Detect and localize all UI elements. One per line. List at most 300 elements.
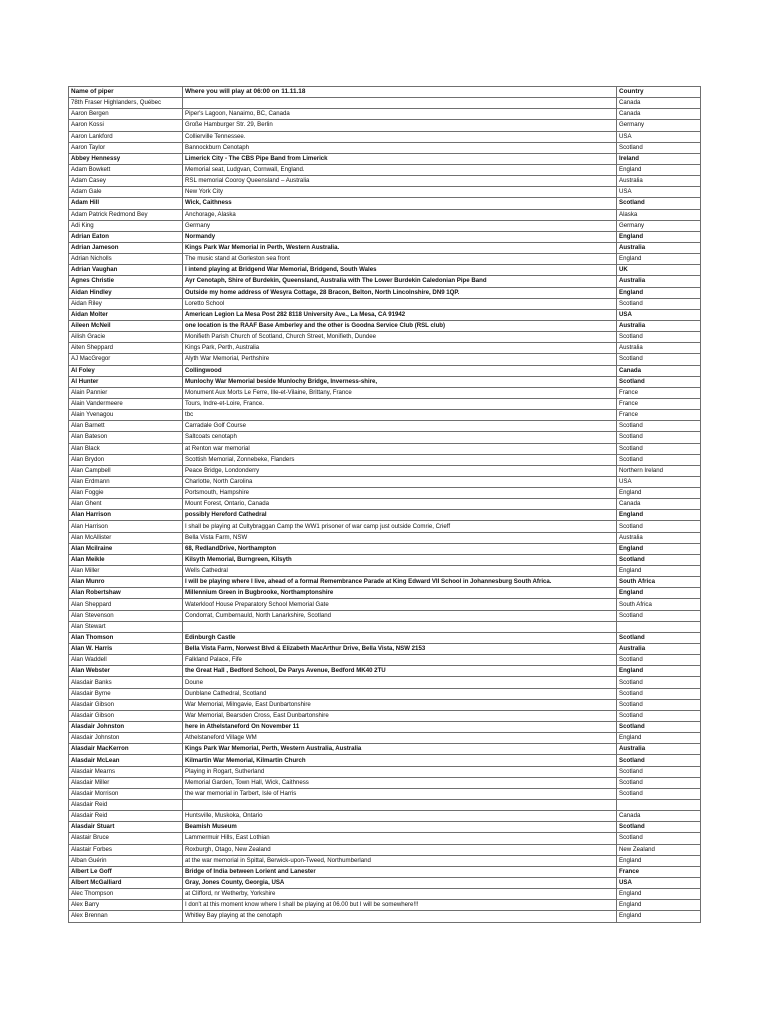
country-cell: Scotland — [617, 454, 701, 465]
piper-name-cell: Adi King — [69, 220, 183, 231]
piper-name-cell: Aaron Taylor — [69, 142, 183, 153]
table-row — [69, 889, 701, 900]
table-row — [69, 655, 701, 666]
table-row — [69, 354, 701, 365]
piper-name-cell: Albert McGalliard — [69, 877, 183, 888]
location-cell: Carradale Golf Course — [183, 421, 617, 432]
country-cell: Germany — [617, 220, 701, 231]
country-cell: Scotland — [617, 755, 701, 766]
table-row — [69, 398, 701, 409]
location-cell: Loretto School — [183, 298, 617, 309]
location-cell: I intend playing at Bridgend War Memorial, Bridgend, South Wales — [183, 265, 617, 276]
table-body — [69, 98, 701, 922]
country-cell: South Africa — [617, 599, 701, 610]
table-row — [69, 164, 701, 175]
country-cell: Australia — [617, 320, 701, 331]
country-cell: Scotland — [617, 354, 701, 365]
country-cell: France — [617, 398, 701, 409]
table-row — [69, 220, 701, 231]
table-row — [69, 588, 701, 599]
location-cell: Portsmouth, Hampshire — [183, 488, 617, 499]
location-cell: Condorrat, Cumbernauld, North Lanarkshire, Scotland — [183, 610, 617, 621]
table-row — [69, 632, 701, 643]
piper-name-cell: Alasdair MacKerron — [69, 744, 183, 755]
table-row — [69, 666, 701, 677]
table-row — [69, 677, 701, 688]
table-row — [69, 309, 701, 320]
piper-name-cell: Alasdair McLean — [69, 755, 183, 766]
piper-name-cell: Albert Le Goff — [69, 866, 183, 877]
country-cell: Ireland — [617, 153, 701, 164]
location-cell: Outside my home address of Wesyra Cottage, 28 Bracon, Belton, North Lincolnshire, DN9 1QP. — [183, 287, 617, 298]
country-cell: France — [617, 410, 701, 421]
table-row — [69, 465, 701, 476]
table-row — [69, 142, 701, 153]
country-cell: Canada — [617, 109, 701, 120]
piper-name-cell: Alasdair Banks — [69, 677, 183, 688]
table-row — [69, 755, 701, 766]
location-cell: the Great Hall , Bedford School, De Parys Avenue, Bedford MK40 2TU — [183, 666, 617, 677]
country-cell: Canada — [617, 365, 701, 376]
table-row — [69, 521, 701, 532]
piper-name-cell: Adam Casey — [69, 176, 183, 187]
country-cell: Australia — [617, 276, 701, 287]
table-row — [69, 209, 701, 220]
table-row — [69, 454, 701, 465]
piper-name-cell: Alasdair Gibson — [69, 699, 183, 710]
table-row — [69, 332, 701, 343]
location-cell: Playing in Rogart, Sutherland — [183, 766, 617, 777]
table-row — [69, 153, 701, 164]
table-row — [69, 320, 701, 331]
country-cell: Scotland — [617, 655, 701, 666]
table-row — [69, 187, 701, 198]
country-cell: England — [617, 889, 701, 900]
location-cell: Falkland Palace, Fife — [183, 655, 617, 666]
piper-name-cell: Al Foley — [69, 365, 183, 376]
location-cell: Lammermuir Hills, East Lothian — [183, 833, 617, 844]
location-cell — [183, 800, 617, 811]
location-cell: Charlotte, North Carolina — [183, 476, 617, 487]
country-cell: Scotland — [617, 142, 701, 153]
location-cell: War Memorial, Bearsden Cross, East Dunbartonshire — [183, 710, 617, 721]
piper-name-cell: Alastair Forbes — [69, 844, 183, 855]
location-cell: Bella Vista Farm, Norwest Blvd & Elizabeth MacArthur Drive, Bella Vista, NSW 2153 — [183, 644, 617, 655]
table-row — [69, 621, 701, 632]
country-cell: Scotland — [617, 788, 701, 799]
table-row — [69, 298, 701, 309]
location-cell: Beamish Museum — [183, 822, 617, 833]
location-cell: I will be playing where I live, ahead of a formal Remembrance Parade at King Edward VII School in Johannesburg South Africa. — [183, 577, 617, 588]
country-cell: England — [617, 254, 701, 265]
table-row — [69, 231, 701, 242]
location-cell: Athelstaneford Village WM — [183, 733, 617, 744]
piper-name-cell: Alex Barry — [69, 900, 183, 911]
piper-name-cell: Alban Guérin — [69, 855, 183, 866]
location-cell: Edinburgh Castle — [183, 632, 617, 643]
location-cell: Kings Park War Memorial, Perth, Western Australia, Australia — [183, 744, 617, 755]
piper-name-cell: Alan Meikle — [69, 554, 183, 565]
table-row — [69, 866, 701, 877]
piper-name-cell: Aaron Lankford — [69, 131, 183, 142]
country-cell: Australia — [617, 644, 701, 655]
country-cell: England — [617, 666, 701, 677]
country-cell: England — [617, 588, 701, 599]
location-cell: one location is the RAAF Base Amberley and the other is Goodna Service Club (RSL club) — [183, 320, 617, 331]
location-cell: Bannockburn Cenotaph — [183, 142, 617, 153]
country-cell — [617, 800, 701, 811]
country-cell: Australia — [617, 532, 701, 543]
piper-name-cell: Adam Gale — [69, 187, 183, 198]
country-cell: Northern Ireland — [617, 465, 701, 476]
table-row — [69, 722, 701, 733]
country-cell: Scotland — [617, 421, 701, 432]
location-cell: I don't at this moment know where I shall be playing at 06.00 but I will be somewhere!!! — [183, 900, 617, 911]
country-cell: New Zealand — [617, 844, 701, 855]
table-row — [69, 688, 701, 699]
country-cell: USA — [617, 877, 701, 888]
country-cell: England — [617, 164, 701, 175]
country-cell: Scotland — [617, 722, 701, 733]
piper-name-cell: Alain Pannier — [69, 387, 183, 398]
location-cell: Memorial seat, Ludgvan, Cornwall, England. — [183, 164, 617, 175]
country-cell: Australia — [617, 744, 701, 755]
location-cell: RSL memorial Cooroy Queensland – Australia — [183, 176, 617, 187]
piper-name-cell: Alasdair Johnston — [69, 733, 183, 744]
country-cell: Scotland — [617, 822, 701, 833]
table-row — [69, 543, 701, 554]
piper-name-cell: Aiten Sheppard — [69, 343, 183, 354]
location-cell: Kings Park War Memorial in Perth, Western Australia. — [183, 242, 617, 253]
country-cell: Canada — [617, 499, 701, 510]
piper-name-cell: Alan Ghent — [69, 499, 183, 510]
location-cell: Dunblane Cathedral, Scotland — [183, 688, 617, 699]
location-cell: Collierville Tennessee. — [183, 131, 617, 142]
piper-name-cell: Alex Brennan — [69, 911, 183, 922]
piper-name-cell: Adam Hill — [69, 198, 183, 209]
location-cell: Monument Aux Morts Le Ferre, Ille-et-Vilaine, Brittany, France — [183, 387, 617, 398]
location-cell: Anchorage, Alaska — [183, 209, 617, 220]
country-cell: Scotland — [617, 833, 701, 844]
location-cell: Kilsyth Memorial, Burngreen, Kilsyth — [183, 554, 617, 565]
table-row — [69, 833, 701, 844]
location-cell: Wells Cathedral — [183, 566, 617, 577]
piper-name-cell: Alasdair Gibson — [69, 710, 183, 721]
piper-name-cell: Alasdair Morrison — [69, 788, 183, 799]
table-row — [69, 387, 701, 398]
location-cell: Doune — [183, 677, 617, 688]
location-cell: here in Athelstaneford On November 11 — [183, 722, 617, 733]
piper-name-cell: Ailish Gracie — [69, 332, 183, 343]
country-cell: Scotland — [617, 777, 701, 788]
table-row — [69, 343, 701, 354]
piper-name-cell: Alan Campbell — [69, 465, 183, 476]
table-row — [69, 644, 701, 655]
piper-name-cell: Aidan Hindley — [69, 287, 183, 298]
country-cell: Alaska — [617, 209, 701, 220]
location-cell: The music stand at Gorleston sea front — [183, 254, 617, 265]
country-cell: England — [617, 855, 701, 866]
country-cell: Germany — [617, 120, 701, 131]
location-cell: possibly Hereford Cathedral — [183, 510, 617, 521]
table-row — [69, 855, 701, 866]
table-row — [69, 198, 701, 209]
country-cell: USA — [617, 187, 701, 198]
piper-name-cell: Abbey Hennessy — [69, 153, 183, 164]
piper-name-cell: AJ MacGregor — [69, 354, 183, 365]
piper-name-cell: Alan Brydon — [69, 454, 183, 465]
location-cell: Ayr Cenotaph, Shire of Burdekin, Queensland, Australia with The Lower Burdekin Caledonian Pipe Band — [183, 276, 617, 287]
location-cell: Collingwood — [183, 365, 617, 376]
country-cell: England — [617, 566, 701, 577]
country-cell: Australia — [617, 242, 701, 253]
location-cell: Große Hamburger Str. 29, Berlin — [183, 120, 617, 131]
piper-name-cell: Alain Vandermeere — [69, 398, 183, 409]
table-row — [69, 699, 701, 710]
location-cell: American Legion La Mesa Post 282 8118 University Ave., La Mesa, CA 91942 — [183, 309, 617, 320]
table-row — [69, 577, 701, 588]
table-row — [69, 131, 701, 142]
table-row — [69, 811, 701, 822]
table-row — [69, 365, 701, 376]
country-cell: Scotland — [617, 677, 701, 688]
location-cell: Saltcoats cenotaph — [183, 432, 617, 443]
table-row — [69, 109, 701, 120]
country-cell: France — [617, 866, 701, 877]
piper-name-cell: Alan McAllister — [69, 532, 183, 543]
piper-name-cell: Aidan Molter — [69, 309, 183, 320]
table-row — [69, 532, 701, 543]
location-cell — [183, 98, 617, 109]
country-cell — [617, 621, 701, 632]
country-cell: Scotland — [617, 610, 701, 621]
header-country: Country — [617, 87, 701, 98]
piper-name-cell: Alan Thomson — [69, 632, 183, 643]
location-cell: Piper's Lagoon, Nanaimo, BC, Canada — [183, 109, 617, 120]
country-cell: England — [617, 911, 701, 922]
table-row — [69, 476, 701, 487]
country-cell: Australia — [617, 343, 701, 354]
country-cell: Scotland — [617, 710, 701, 721]
piper-name-cell: Alasdair Miller — [69, 777, 183, 788]
piper-name-cell: Aaron Kossi — [69, 120, 183, 131]
piper-name-cell: Alan Harrison — [69, 521, 183, 532]
location-cell: Kilmartin War Memorial, Kilmartin Church — [183, 755, 617, 766]
country-cell: Scotland — [617, 298, 701, 309]
location-cell: tbc — [183, 410, 617, 421]
location-cell: Limerick City - The CBS Pipe Band from Limerick — [183, 153, 617, 164]
piper-name-cell: Alastair Bruce — [69, 833, 183, 844]
country-cell: Scotland — [617, 332, 701, 343]
country-cell: Scotland — [617, 376, 701, 387]
table-row — [69, 421, 701, 432]
table-row — [69, 265, 701, 276]
country-cell: Scotland — [617, 632, 701, 643]
table-row — [69, 822, 701, 833]
piper-name-cell: Alan Munro — [69, 577, 183, 588]
table-row — [69, 566, 701, 577]
country-cell: England — [617, 733, 701, 744]
location-cell: at Renton war memorial — [183, 443, 617, 454]
table-row — [69, 376, 701, 387]
location-cell: Roxburgh, Otago, New Zealand — [183, 844, 617, 855]
table-row — [69, 410, 701, 421]
table-row — [69, 120, 701, 131]
location-cell: Memorial Garden, Town Hall, Wick, Caithness — [183, 777, 617, 788]
table-row — [69, 877, 701, 888]
piper-name-cell: Alasdair Mearns — [69, 766, 183, 777]
piper-name-cell: Adrian Jameson — [69, 242, 183, 253]
header-row — [69, 87, 701, 98]
location-cell: Kings Park, Perth, Australia — [183, 343, 617, 354]
table-row — [69, 599, 701, 610]
location-cell: New York City — [183, 187, 617, 198]
piper-name-cell: Alasdair Reid — [69, 811, 183, 822]
piper-name-cell: Alan Bateson — [69, 432, 183, 443]
location-cell: Tours, Indre-et-Loire, France. — [183, 398, 617, 409]
piper-name-cell: Alan Sheppard — [69, 599, 183, 610]
location-cell: Gray, Jones County, Georgia, USA — [183, 877, 617, 888]
piper-name-cell: Alan Black — [69, 443, 183, 454]
location-cell: Munlochy War Memorial beside Munlochy Bridge, Inverness-shire, — [183, 376, 617, 387]
location-cell: Huntsville, Muskoka, Ontario — [183, 811, 617, 822]
table-row — [69, 443, 701, 454]
piper-name-cell: 78th Fraser Highlanders, Québec — [69, 98, 183, 109]
piper-name-cell: Alasdair Reid — [69, 800, 183, 811]
country-cell: USA — [617, 476, 701, 487]
piper-name-cell: Alan Erdmann — [69, 476, 183, 487]
location-cell — [183, 621, 617, 632]
piper-name-cell: Alain Yvenagou — [69, 410, 183, 421]
location-cell: Millennium Green in Bugbrooke, Northamptonshire — [183, 588, 617, 599]
table-row — [69, 254, 701, 265]
piper-name-cell: Alan Miller — [69, 566, 183, 577]
piper-name-cell: Adam Patrick Redmond Bey — [69, 209, 183, 220]
location-cell: Wick, Caithness — [183, 198, 617, 209]
piper-name-cell: Alasdair Byrne — [69, 688, 183, 699]
country-cell: USA — [617, 309, 701, 320]
location-cell: Mount Forest, Ontario, Canada — [183, 499, 617, 510]
location-cell: Waterkloof House Preparatory School Memorial Gate — [183, 599, 617, 610]
table-row — [69, 276, 701, 287]
location-cell: 68, RedlandDrive, Northampton — [183, 543, 617, 554]
country-cell: Scotland — [617, 521, 701, 532]
country-cell: Canada — [617, 98, 701, 109]
table-row — [69, 766, 701, 777]
location-cell: War Memorial, Milngavie, East Dunbartonshire — [183, 699, 617, 710]
location-cell: Bridge of India between Lorient and Lanester — [183, 866, 617, 877]
piper-name-cell: Al Hunter — [69, 376, 183, 387]
country-cell: Scotland — [617, 699, 701, 710]
country-cell: Scotland — [617, 554, 701, 565]
table-row — [69, 242, 701, 253]
location-cell: Bella Vista Farm, NSW — [183, 532, 617, 543]
table-row — [69, 98, 701, 109]
table-row — [69, 744, 701, 755]
location-cell: Germany — [183, 220, 617, 231]
country-cell: UK — [617, 265, 701, 276]
country-cell: Scotland — [617, 688, 701, 699]
country-cell: Scotland — [617, 443, 701, 454]
piper-name-cell: Alan Robertshaw — [69, 588, 183, 599]
location-cell: Whitley Bay playing at the cenotaph — [183, 911, 617, 922]
table-row — [69, 710, 701, 721]
piper-name-cell: Aaron Bergen — [69, 109, 183, 120]
piper-name-cell: Aidan Riley — [69, 298, 183, 309]
pipers-table — [68, 86, 701, 923]
table-row — [69, 777, 701, 788]
table-row — [69, 176, 701, 187]
piper-name-cell: Agnes Christie — [69, 276, 183, 287]
table-row — [69, 900, 701, 911]
country-cell: England — [617, 510, 701, 521]
table-row — [69, 844, 701, 855]
table-row — [69, 800, 701, 811]
piper-name-cell: Alan Mcilraine — [69, 543, 183, 554]
table-row — [69, 510, 701, 521]
header-location: Where you will play at 06:00 on 11.11.18 — [183, 87, 617, 98]
piper-name-cell: Alan Stewart — [69, 621, 183, 632]
piper-name-cell: Alan Harrison — [69, 510, 183, 521]
location-cell: Normandy — [183, 231, 617, 242]
country-cell: England — [617, 900, 701, 911]
piper-name-cell: Alan W. Harris — [69, 644, 183, 655]
country-cell: England — [617, 287, 701, 298]
location-cell: Peace Bridge, Londonderry — [183, 465, 617, 476]
table-row — [69, 499, 701, 510]
table-row — [69, 554, 701, 565]
location-cell: Monifieth Parish Church of Scotland, Church Street, Monifieth, Dundee — [183, 332, 617, 343]
country-cell: England — [617, 488, 701, 499]
country-cell: Canada — [617, 811, 701, 822]
table-row — [69, 287, 701, 298]
table-row — [69, 788, 701, 799]
table-row — [69, 488, 701, 499]
piper-name-cell: Alan Webster — [69, 666, 183, 677]
location-cell: Alyth War Memorial, Perthshire — [183, 354, 617, 365]
location-cell: the war memorial in Tarbert, Isle of Harris — [183, 788, 617, 799]
country-cell: England — [617, 231, 701, 242]
piper-name-cell: Alasdair Johnston — [69, 722, 183, 733]
piper-name-cell: Alasdair Stuart — [69, 822, 183, 833]
table-row — [69, 610, 701, 621]
table-row — [69, 733, 701, 744]
country-cell: France — [617, 387, 701, 398]
location-cell: at Clifford, nr Wetherby, Yorkshire — [183, 889, 617, 900]
country-cell: South Africa — [617, 577, 701, 588]
location-cell: I shall be playing at Cultybraggan Camp the WW1 prisoner of war camp just outside Comrie, Crieff — [183, 521, 617, 532]
location-cell: at the war memorial in Spittal, Berwick-upon-Tweed, Northumberland — [183, 855, 617, 866]
table-row — [69, 432, 701, 443]
country-cell: USA — [617, 131, 701, 142]
piper-name-cell: Alan Barnett — [69, 421, 183, 432]
table-row — [69, 911, 701, 922]
piper-name-cell: Adrian Vaughan — [69, 265, 183, 276]
piper-name-cell: Alan Stevenson — [69, 610, 183, 621]
piper-name-cell: Alec Thompson — [69, 889, 183, 900]
country-cell: England — [617, 543, 701, 554]
piper-name-cell: Adam Bowkett — [69, 164, 183, 175]
piper-name-cell: Aileen McNeil — [69, 320, 183, 331]
piper-name-cell: Alan Foggie — [69, 488, 183, 499]
piper-name-cell: Alan Waddell — [69, 655, 183, 666]
piper-name-cell: Adrian Eaton — [69, 231, 183, 242]
country-cell: Scotland — [617, 766, 701, 777]
header-name: Name of piper — [69, 87, 183, 98]
piper-name-cell: Adrian Nicholls — [69, 254, 183, 265]
country-cell: Australia — [617, 176, 701, 187]
country-cell: Scotland — [617, 198, 701, 209]
